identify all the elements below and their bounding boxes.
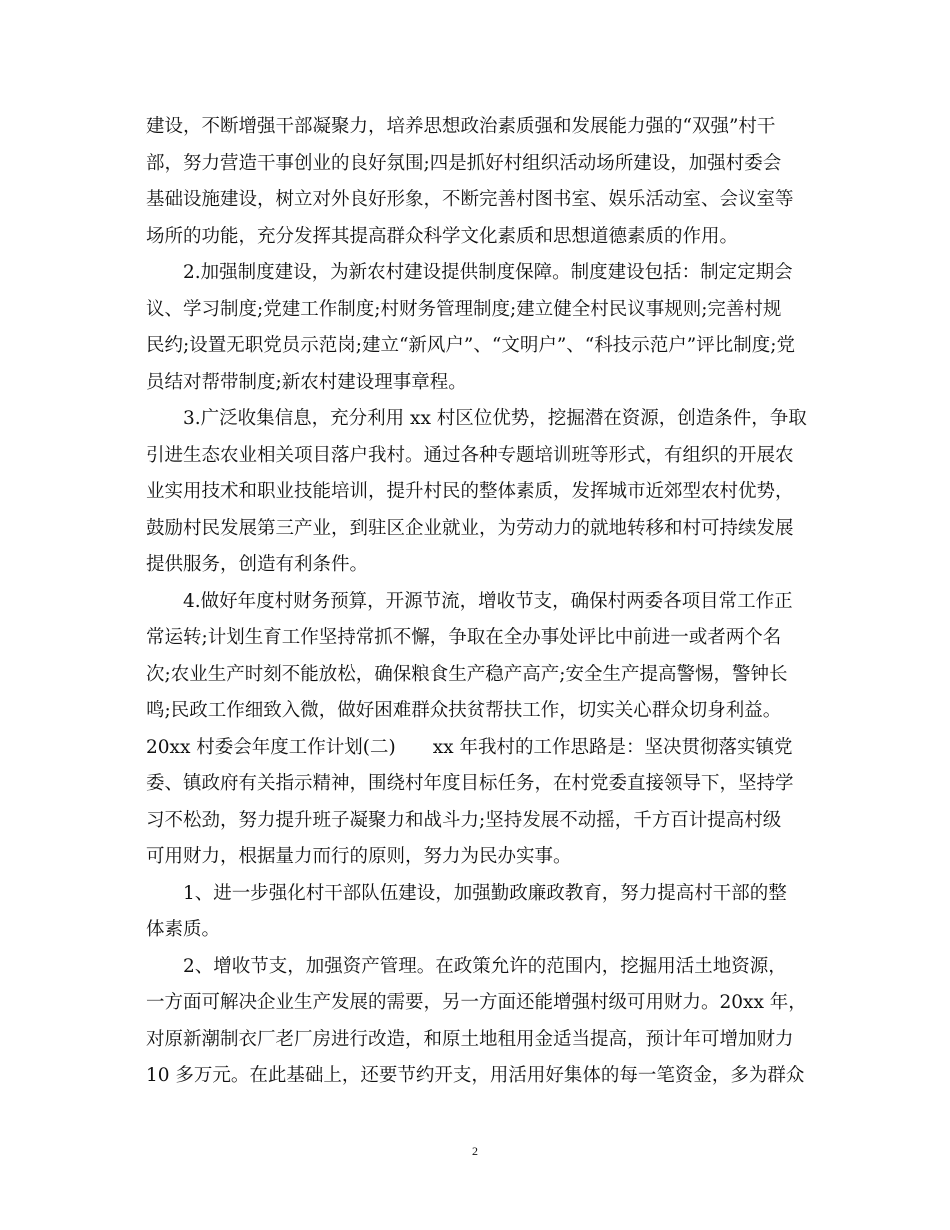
text-line: 鼓励村民发展第三产业，到驻区企业就业，为劳动力的就地转移和村可持续发展 xyxy=(146,518,794,539)
text-line: 10 多万元。在此基础上，还要节约开支，用活用好集体的每一笔资金，多为群众 xyxy=(146,1065,805,1086)
text-line: 引进生态农业相关项目落户我村。通过各种专题培训班等形式，有组织的开展农 xyxy=(146,445,794,466)
text-line: 20xx 村委会年度工作计划(二) xx 年我村的工作思路是：坚决贯彻落实镇党 xyxy=(146,737,793,758)
page-number: 2 xyxy=(472,1144,478,1158)
text-line: 体素质。 xyxy=(146,919,221,940)
text-line: 次;农业生产时刻不能放松，确保粮食生产稳产高产;安全生产提高警惕，警钟长 xyxy=(146,664,788,685)
text-line: 部，努力营造干事创业的良好氛围;四是抓好村组织活动场所建设，加强村委会 xyxy=(146,153,782,174)
text-line: 3.广泛收集信息，充分利用 xx 村区位优势，挖掘潜在资源，创造条件，争取 xyxy=(183,408,807,429)
text-line: 2.加强制度建设，为新农村建设提供制度保障。制度建设包括：制定定期会 xyxy=(183,262,793,283)
text-line: 1、进一步强化村干部队伍建设，加强勤政廉政教育，努力提高村干部的整 xyxy=(183,883,787,904)
text-line: 常运转;计划生育工作坚持常抓不懈，争取在全办事处评比中前进一或者两个名 xyxy=(146,627,782,648)
text-line: 建设，不断增强干部凝聚力，培养思想政治素质强和发展能力强的“双强”村干 xyxy=(146,116,776,137)
text-line: 对原新潮制衣厂老厂房进行改造，和原土地租用金适当提高，预计年可增加财力 xyxy=(146,1029,794,1050)
text-line: 一方面可解决企业生产发展的需要，另一方面还能增强村级可用财力。20xx 年， xyxy=(146,992,807,1013)
text-line: 提供服务，创造有利条件。 xyxy=(146,554,369,575)
text-line: 民约;设置无职党员示范岗;建立“新风户”、“文明户”、“科技示范户”评比制度;党 xyxy=(146,335,795,356)
text-line: 业实用技术和职业技能培训，提升村民的整体素质，发挥城市近郊型农村优势， xyxy=(146,481,794,502)
text-line: 员结对帮带制度;新农村建设理事章程。 xyxy=(146,372,467,393)
text-line: 4.做好年度村财务预算，开源节流，增收节支，确保村两委各项目常工作正 xyxy=(183,591,793,612)
text-line: 议、学习制度;党建工作制度;村财务管理制度;建立健全村民议事规则;完善村规 xyxy=(146,299,782,320)
text-line: 鸣;民政工作细致入微，做好困难群众扶贫帮扶工作，切实关心群众切身利益。 xyxy=(146,700,782,721)
text-line: 委、镇政府有关指示精神，围绕村年度目标任务，在村党委直接领导下，坚持学 xyxy=(146,773,794,794)
text-line: 可用财力，根据量力而行的原则，努力为民办实事。 xyxy=(146,846,572,867)
text-line: 场所的功能，充分发挥其提高群众科学文化素质和思想道德素质的作用。 xyxy=(146,226,739,247)
text-line: 基础设施建设，树立对外良好形象，不断完善村图书室、娱乐活动室、会议室等 xyxy=(146,189,794,210)
text-line: 习不松劲，努力提升班子凝聚力和战斗力;坚持发展不动摇，千方百计提高村级 xyxy=(146,810,782,831)
text-line: 2、增收节支，加强资产管理。在政策允许的范围内，挖掘用活土地资源， xyxy=(183,956,787,977)
